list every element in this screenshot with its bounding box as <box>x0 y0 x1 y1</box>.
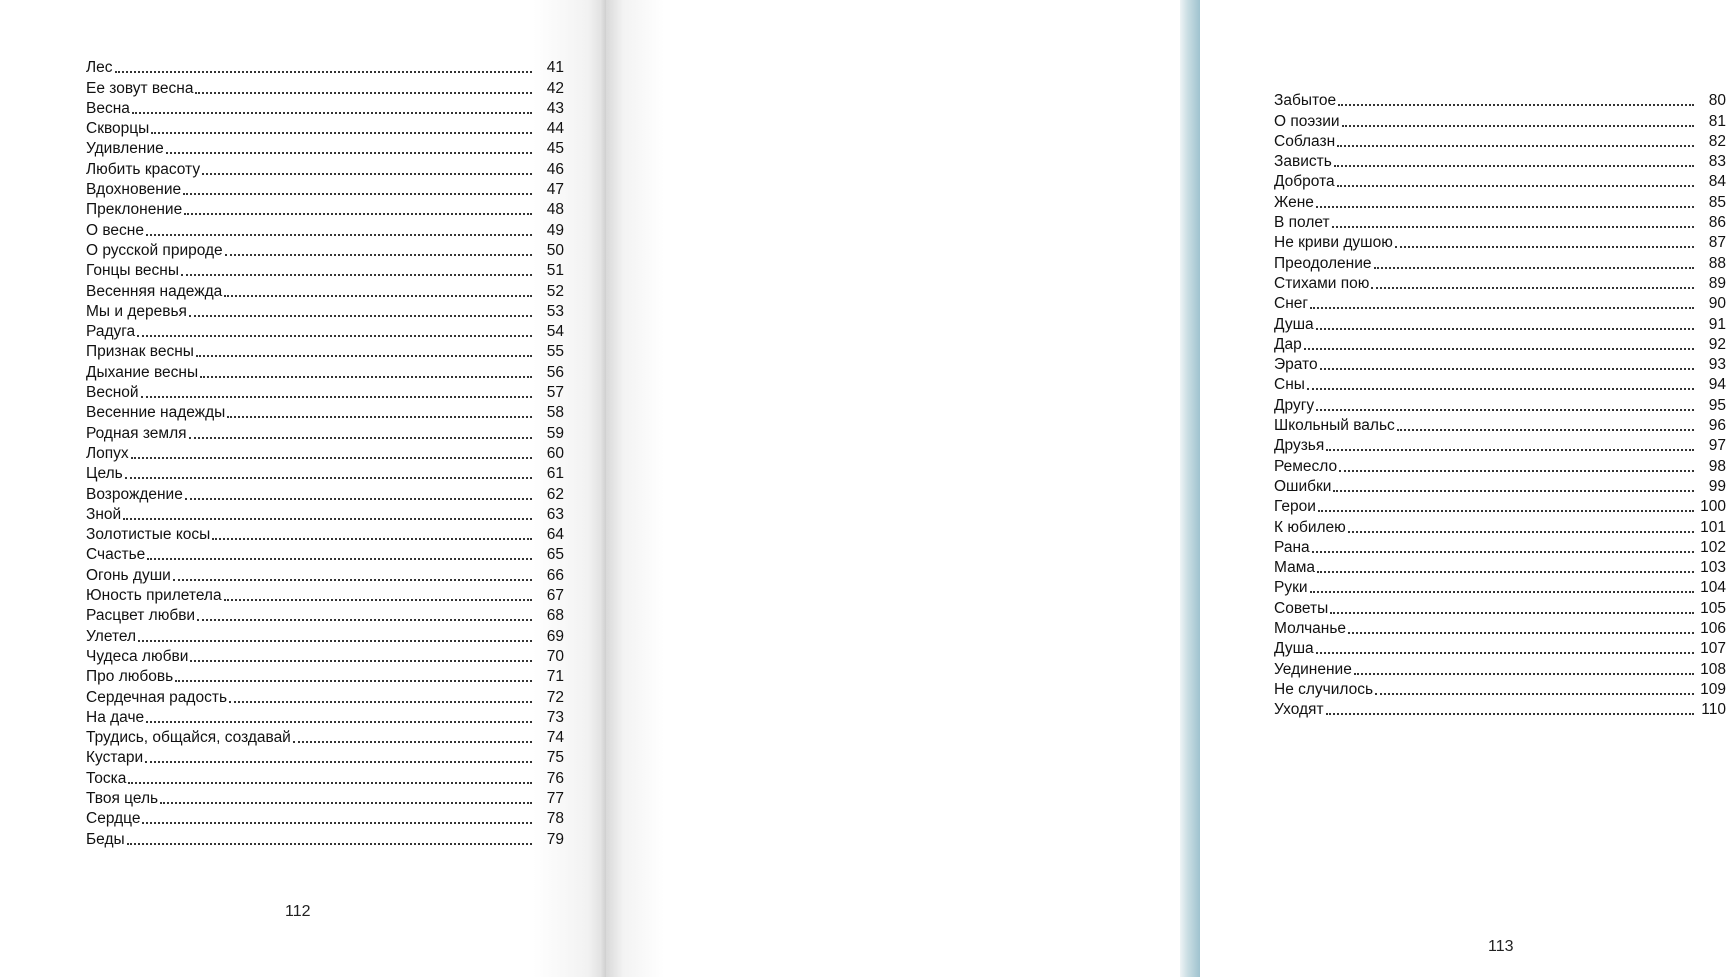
toc-entry-page-number: 97 <box>1708 437 1726 455</box>
dot-leader <box>293 740 532 743</box>
toc-entry-title: Уединение <box>1274 660 1352 678</box>
dot-leader <box>1307 387 1694 390</box>
toc-entry <box>1274 213 1726 233</box>
toc-entry <box>86 829 564 849</box>
toc-entry-title: Твоя цель <box>86 789 159 807</box>
toc-entry-page-number: 79 <box>546 830 564 848</box>
dot-leader <box>196 354 532 357</box>
toc-entry-title: Душа <box>1274 640 1314 658</box>
toc-entry-page-number: 74 <box>546 729 564 747</box>
toc-entry-page-number: 59 <box>546 424 564 442</box>
toc-entry-page-number: 107 <box>1700 640 1726 658</box>
dot-leader <box>166 151 532 154</box>
toc-entry <box>1274 91 1726 111</box>
toc-entry-page-number: 86 <box>1708 214 1726 232</box>
toc-entry <box>86 586 564 606</box>
toc-entry-page-number: 80 <box>1708 92 1726 110</box>
toc-entry <box>1274 538 1726 558</box>
toc-entry-title: Ремесло <box>1274 457 1338 475</box>
dot-leader <box>189 436 532 439</box>
toc-entry-title: Зависть <box>1274 153 1332 171</box>
toc-entry-page-number: 61 <box>546 465 564 483</box>
dot-leader <box>131 456 532 459</box>
toc-entry-title: Школьный вальс <box>1274 417 1395 435</box>
toc-entry-page-number: 41 <box>546 59 564 77</box>
dot-leader <box>1316 408 1694 411</box>
toc-entry <box>86 139 564 159</box>
toc-entry-title: Стихами пою <box>1274 274 1370 292</box>
toc-entry-page-number: 51 <box>546 262 564 280</box>
toc-entry-page-number: 92 <box>1708 335 1726 353</box>
toc-entry <box>1274 680 1726 700</box>
dot-leader <box>1318 509 1694 512</box>
toc-entry-title: Возрождение <box>86 485 183 503</box>
toc-entry <box>1274 375 1726 395</box>
toc-entry-page-number: 93 <box>1708 356 1726 374</box>
toc-entry <box>86 322 564 342</box>
toc-entry-page-number: 88 <box>1708 254 1726 272</box>
toc-entry-title: Мы и деревья <box>86 302 187 320</box>
toc-entry-page-number: 47 <box>546 181 564 199</box>
toc-entry-title: Жене <box>1274 193 1314 211</box>
toc-entry-page-number: 90 <box>1708 295 1726 313</box>
toc-entry-page-number: 71 <box>546 668 564 686</box>
toc-entry-page-number: 66 <box>546 566 564 584</box>
toc-entry-page-number: 110 <box>1701 701 1726 719</box>
toc-entry-title: В полет <box>1274 214 1330 232</box>
toc-entry-title: Вдохновение <box>86 181 182 199</box>
toc-entry-title: Забытое <box>1274 92 1337 110</box>
toc-entry <box>86 444 564 464</box>
toc-entry <box>86 261 564 281</box>
dot-leader <box>1342 124 1694 127</box>
toc-entry <box>86 342 564 362</box>
dot-leader <box>138 639 532 642</box>
toc-entry <box>1274 355 1726 375</box>
toc-entry-page-number: 78 <box>546 810 564 828</box>
dot-leader <box>1333 489 1694 492</box>
toc-entry <box>86 525 564 545</box>
dot-leader <box>1317 570 1694 573</box>
toc-entry-page-number: 62 <box>546 485 564 503</box>
toc-entry-page-number: 94 <box>1708 376 1726 394</box>
toc-entry <box>1274 497 1726 517</box>
toc-entry-title: Дар <box>1274 335 1302 353</box>
toc-entry-title: Эрато <box>1274 356 1318 374</box>
toc-entry <box>1274 192 1726 212</box>
toc-entry <box>1274 477 1726 497</box>
toc-entry-page-number: 65 <box>546 546 564 564</box>
toc-entry-title: Беды <box>86 830 125 848</box>
toc-entry-title: Преодоление <box>1274 254 1372 272</box>
toc-entry-page-number: 49 <box>546 221 564 239</box>
toc-entry <box>86 505 564 525</box>
toc-entry-page-number: 69 <box>546 627 564 645</box>
dot-leader <box>175 679 532 682</box>
dot-leader <box>190 659 532 662</box>
dot-leader <box>1310 306 1694 309</box>
toc-entry <box>1274 517 1726 537</box>
dot-leader <box>224 294 532 297</box>
toc-entry-page-number: 57 <box>546 384 564 402</box>
toc-entry <box>86 58 564 78</box>
toc-entry-title: О поэзии <box>1274 112 1340 130</box>
toc-entry-title: Весенние надежды <box>86 404 226 422</box>
toc-entry-page-number: 54 <box>546 323 564 341</box>
toc-entry-page-number: 82 <box>1708 132 1726 150</box>
toc-entry-title: Про любовь <box>86 668 174 686</box>
dot-leader <box>173 578 532 581</box>
toc-entry-title: К юбилею <box>1274 518 1346 536</box>
toc-entry-title: Не случилось <box>1274 680 1374 698</box>
toc-entry-page-number: 68 <box>546 607 564 625</box>
toc-entry-page-number: 85 <box>1708 193 1726 211</box>
toc-entry <box>1274 578 1726 598</box>
dot-leader <box>1397 428 1694 431</box>
dot-leader <box>189 314 532 317</box>
dot-leader <box>229 700 532 703</box>
toc-entry <box>86 220 564 240</box>
dot-leader <box>1316 327 1694 330</box>
toc-entry <box>1274 294 1726 314</box>
toc-entry-title: Скворцы <box>86 120 150 138</box>
toc-entry-page-number: 95 <box>1708 396 1726 414</box>
toc-entry-title: Трудись, общайся, создавай <box>86 729 291 747</box>
toc-entry-page-number: 53 <box>546 302 564 320</box>
dot-leader <box>197 618 532 621</box>
toc-entry-page-number: 89 <box>1708 274 1726 292</box>
dot-leader <box>146 720 532 723</box>
toc-entry-title: Весна <box>86 99 130 117</box>
toc-entry <box>1274 253 1726 273</box>
toc-entry-page-number: 96 <box>1708 417 1726 435</box>
toc-entry <box>86 383 564 403</box>
toc-entry-title: Ее зовут весна <box>86 79 194 97</box>
left-page-number: 112 <box>285 903 311 920</box>
toc-entry-title: Руки <box>1274 579 1308 597</box>
toc-entry-title: Тоска <box>86 769 127 787</box>
toc-entry <box>86 362 564 382</box>
toc-entry-page-number: 76 <box>546 769 564 787</box>
toc-entry-page-number: 60 <box>546 444 564 462</box>
dot-leader <box>1337 184 1694 187</box>
toc-entry-title: Преклонение <box>86 201 183 219</box>
toc-entry-title: Другу <box>1274 396 1315 414</box>
toc-entry <box>86 626 564 646</box>
dot-leader <box>151 131 532 134</box>
dot-leader <box>1395 245 1694 248</box>
dot-leader <box>224 598 532 601</box>
right-page-number: 113 <box>1488 938 1514 955</box>
dot-leader <box>195 91 532 94</box>
toc-entry-title: Молчанье <box>1274 620 1347 638</box>
toc-entry-page-number: 55 <box>546 343 564 361</box>
toc-entry-page-number: 67 <box>546 587 564 605</box>
toc-entry-page-number: 81 <box>1708 112 1726 130</box>
toc-entry-title: Счастье <box>86 546 146 564</box>
toc-entry-page-number: 108 <box>1700 660 1726 678</box>
toc-entry-page-number: 44 <box>546 120 564 138</box>
dot-leader <box>1348 530 1694 533</box>
toc-entry <box>86 403 564 423</box>
toc-entry-page-number: 105 <box>1700 599 1726 617</box>
toc-entry-page-number: 103 <box>1700 559 1726 577</box>
dot-leader <box>132 111 532 114</box>
toc-entry <box>1274 436 1726 456</box>
toc-entry-title: Соблазн <box>1274 132 1336 150</box>
toc-entry-title: Любить красоту <box>86 160 201 178</box>
toc-entry-title: О весне <box>86 221 144 239</box>
toc-entry-page-number: 77 <box>546 789 564 807</box>
toc-entry-title: Дыхание весны <box>86 363 199 381</box>
toc-entry <box>86 748 564 768</box>
toc-entry <box>86 687 564 707</box>
dot-leader <box>125 476 532 479</box>
toc-entry-title: Лопух <box>86 444 129 462</box>
toc-entry-page-number: 70 <box>546 647 564 665</box>
toc-entry <box>1274 700 1726 720</box>
toc-entry <box>86 241 564 261</box>
toc-entry <box>86 647 564 667</box>
toc-entry-page-number: 52 <box>546 282 564 300</box>
toc-entry <box>86 78 564 98</box>
toc-entry <box>86 484 564 504</box>
toc-entry <box>86 180 564 200</box>
dot-leader <box>1371 286 1694 289</box>
toc-entry-page-number: 84 <box>1708 173 1726 191</box>
dot-leader <box>1374 266 1695 269</box>
toc-entry <box>1274 456 1726 476</box>
dot-leader <box>225 253 532 256</box>
toc-entry <box>1274 395 1726 415</box>
toc-entry-page-number: 99 <box>1708 477 1726 495</box>
toc-entry-title: Родная земля <box>86 424 187 442</box>
dot-leader <box>1304 347 1694 350</box>
toc-entry <box>86 809 564 829</box>
dot-leader <box>1334 164 1694 167</box>
toc-entry-title: Весенняя надежда <box>86 282 223 300</box>
toc-entry <box>1274 132 1726 152</box>
toc-entry-title: Рана <box>1274 538 1310 556</box>
toc-entry <box>1274 172 1726 192</box>
toc-entry <box>86 545 564 565</box>
dot-leader <box>1316 205 1694 208</box>
toc-entry-page-number: 98 <box>1708 457 1726 475</box>
toc-entry-title: О русской природе <box>86 241 223 259</box>
toc-entry-title: Зной <box>86 505 122 523</box>
toc-entry <box>86 667 564 687</box>
toc-entry-title: Не криви душою <box>1274 234 1393 252</box>
toc-entry-page-number: 109 <box>1700 680 1726 698</box>
toc-entry <box>1274 335 1726 355</box>
left-contents-list <box>86 58 564 850</box>
dot-leader <box>160 801 532 804</box>
toc-entry-title: Кустари <box>86 749 144 767</box>
dot-leader <box>184 212 532 215</box>
toc-entry <box>86 423 564 443</box>
toc-entry <box>86 302 564 322</box>
toc-entry <box>1274 558 1726 578</box>
toc-entry-title: Юность прилетела <box>86 587 222 605</box>
toc-entry-title: Гонцы весны <box>86 262 179 280</box>
toc-entry <box>1274 416 1726 436</box>
dot-leader <box>185 497 532 500</box>
dot-leader <box>1338 103 1694 106</box>
toc-entry-page-number: 43 <box>546 99 564 117</box>
dot-leader <box>1312 550 1694 553</box>
dot-leader <box>1348 631 1694 634</box>
dot-leader <box>123 517 532 520</box>
toc-entry-title: Улетел <box>86 627 137 645</box>
toc-entry <box>1274 111 1726 131</box>
toc-entry-title: Расцвет любви <box>86 607 196 625</box>
dot-leader <box>137 334 532 337</box>
toc-entry <box>1274 639 1726 659</box>
toc-entry-title: Радуга <box>86 323 136 341</box>
toc-entry-title: Чудеса любви <box>86 647 189 665</box>
toc-entry <box>86 708 564 728</box>
toc-entry <box>1274 314 1726 334</box>
right-page <box>606 0 1726 977</box>
toc-entry-title: Сны <box>1274 376 1305 394</box>
dot-leader <box>1339 469 1694 472</box>
toc-entry <box>1274 274 1726 294</box>
toc-entry-page-number: 87 <box>1708 234 1726 252</box>
toc-entry-title: Доброта <box>1274 173 1335 191</box>
toc-entry-page-number: 72 <box>546 688 564 706</box>
dot-leader <box>1316 651 1694 654</box>
toc-entry-page-number: 104 <box>1700 579 1726 597</box>
dot-leader <box>181 273 532 276</box>
toc-entry-page-number: 75 <box>546 749 564 767</box>
toc-entry-title: На даче <box>86 708 145 726</box>
dot-leader <box>1332 225 1694 228</box>
dot-leader <box>115 70 532 73</box>
toc-entry-title: Золотистые косы <box>86 526 211 544</box>
dot-leader <box>1375 692 1694 695</box>
toc-entry <box>1274 233 1726 253</box>
toc-entry-title: Сердце <box>86 810 141 828</box>
right-contents-list <box>1274 91 1726 720</box>
toc-entry <box>86 281 564 301</box>
dot-leader <box>145 760 532 763</box>
toc-entry <box>86 768 564 788</box>
toc-entry-title: Душа <box>1274 315 1314 333</box>
toc-entry-page-number: 56 <box>546 363 564 381</box>
dot-leader <box>1337 144 1694 147</box>
toc-entry <box>86 99 564 119</box>
toc-entry-title: Друзья <box>1274 437 1325 455</box>
toc-entry <box>86 464 564 484</box>
left-page <box>0 0 606 977</box>
dot-leader <box>183 192 532 195</box>
toc-entry <box>86 200 564 220</box>
toc-entry-title: Ошибки <box>1274 477 1332 495</box>
toc-entry-title: Уходят <box>1274 701 1324 719</box>
dot-leader <box>127 842 532 845</box>
toc-entry-page-number: 45 <box>546 140 564 158</box>
toc-entry-title: Герои <box>1274 498 1316 516</box>
dot-leader <box>202 172 532 175</box>
toc-entry-page-number: 100 <box>1700 498 1726 516</box>
toc-entry <box>86 606 564 626</box>
toc-entry-page-number: 102 <box>1700 538 1726 556</box>
toc-entry-title: Лес <box>86 59 113 77</box>
toc-entry <box>1274 659 1726 679</box>
toc-entry <box>1274 152 1726 172</box>
toc-entry-title: Цель <box>86 465 123 483</box>
toc-entry-title: Снег <box>1274 295 1309 313</box>
dot-leader <box>1310 590 1694 593</box>
toc-entry-title: Весной <box>86 384 139 402</box>
toc-entry-page-number: 73 <box>546 708 564 726</box>
toc-entry-page-number: 106 <box>1700 620 1726 638</box>
dot-leader <box>1326 712 1694 715</box>
dot-leader <box>142 821 532 824</box>
toc-entry-page-number: 58 <box>546 404 564 422</box>
toc-entry-page-number: 91 <box>1708 315 1726 333</box>
toc-entry-title: Огонь души <box>86 566 171 584</box>
toc-entry-page-number: 64 <box>546 526 564 544</box>
dot-leader <box>227 415 532 418</box>
dot-leader <box>1326 448 1694 451</box>
toc-entry-page-number: 50 <box>546 241 564 259</box>
dot-leader <box>1320 367 1694 370</box>
dot-leader <box>212 537 532 540</box>
dot-leader <box>1354 672 1694 675</box>
toc-entry-page-number: 63 <box>546 505 564 523</box>
toc-entry-page-number: 101 <box>1700 518 1726 536</box>
dot-leader <box>141 395 532 398</box>
toc-entry <box>86 159 564 179</box>
toc-entry-title: Удивление <box>86 140 164 158</box>
toc-entry <box>1274 619 1726 639</box>
toc-entry-page-number: 46 <box>546 160 564 178</box>
toc-entry-title: Мама <box>1274 559 1315 577</box>
toc-entry <box>86 565 564 585</box>
toc-entry-title: Признак весны <box>86 343 194 361</box>
toc-entry <box>86 789 564 809</box>
dot-leader <box>128 781 532 784</box>
dot-leader <box>1330 611 1694 614</box>
toc-entry-title: Сердечная радость <box>86 688 228 706</box>
toc-entry-page-number: 42 <box>546 79 564 97</box>
toc-entry-page-number: 83 <box>1708 153 1726 171</box>
dot-leader <box>200 375 532 378</box>
toc-entry-page-number: 48 <box>546 201 564 219</box>
dot-leader <box>146 233 532 236</box>
toc-entry <box>86 119 564 139</box>
toc-entry <box>86 728 564 748</box>
dot-leader <box>147 557 532 560</box>
toc-entry <box>1274 598 1726 618</box>
page-edge-shadow <box>1180 0 1200 977</box>
toc-entry-title: Советы <box>1274 599 1329 617</box>
